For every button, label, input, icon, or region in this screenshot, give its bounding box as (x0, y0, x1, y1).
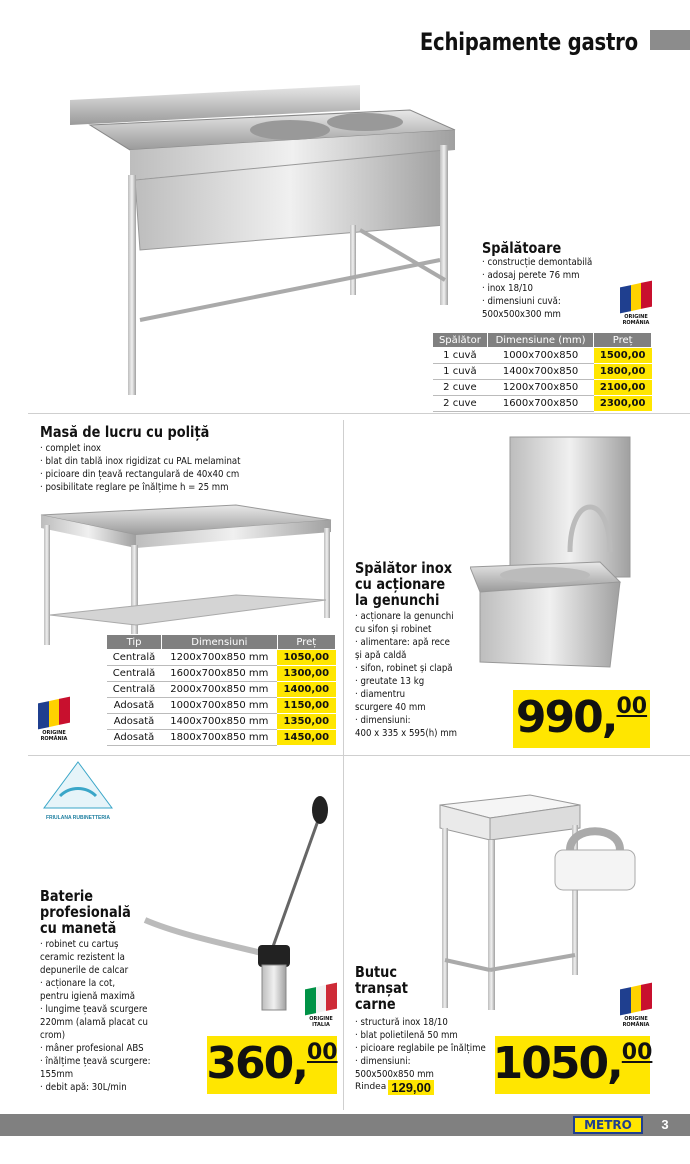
section-divider (28, 755, 690, 756)
sink-feature: 500x500x300 mm (482, 309, 561, 320)
metro-logo: METRO (573, 1116, 643, 1134)
kneesink-features: · acționare la genunchi cu sifon și robinet · alimentare: apă rece și apă caldă · sifon, robinet și clapă · greutate 13 kg · diamentru scurgere 40 mm · dimensiuni: 400 x 335 x 595(h) mm (355, 611, 458, 739)
origin-italy-badge: ORIGINE ITALIA (305, 986, 337, 1030)
butcher-features: · structură inox 18/10 · blat polietilenă 50 mm · picioare reglabile pe înălțime · dimensiuni: 500x500x850 mm (355, 1017, 486, 1080)
worktable-features: · complet inox · blat din tablă inox rigidizat cu PAL melaminat · picioare din țeavă rectangulară de 40x40 cm · posibilitate reglare pe înălțime h = 25 mm (40, 443, 241, 493)
sink-feature: · adosaj perete 76 mm (482, 270, 580, 281)
worktable-price-table (106, 634, 336, 746)
table-row: 2 cuve 1600x700x850 2300,00 (433, 396, 652, 412)
butcher-price: 1050, 00 (495, 1036, 650, 1094)
header-accent-bar (650, 30, 690, 50)
brand-logo: FRIULANA RUBINETTERIA (40, 760, 116, 820)
column-divider (343, 420, 344, 1110)
friulana-logo-icon (40, 760, 116, 810)
table-row: Centrală 1200x700x850 mm 1050,00 (107, 650, 336, 666)
butcher-title: Butuc tranșat carne (355, 963, 408, 1013)
worktable-title: Masă de lucru cu poliță (40, 423, 210, 441)
faucet-price: 360, 00 (207, 1036, 337, 1094)
table-header: Tip (107, 635, 162, 650)
sink-feature: · dimensiuni cuvă: (482, 296, 561, 307)
sink-feature: · inox 18/10 (482, 283, 533, 294)
italy-flag-icon (305, 983, 337, 1016)
table-row: 1 cuvă 1400x700x850 1800,00 (433, 364, 652, 380)
faucet-features: · robinet cu cartuș ceramic rezistent la depunerile de calcar · acționare la cot, pentru igienă maximă · lungime țeavă scurgere 220mm (alamă placat cu crom) · mâner profesional ABS · înălțime țeavă scurgere: 155mm · debit apă: 30L/min (40, 939, 151, 1093)
sink-product-image (60, 80, 460, 400)
section-divider (28, 413, 690, 414)
table-header: Preț (594, 333, 652, 348)
table-header: Spălător (433, 333, 488, 348)
kneesink-product-image (470, 432, 635, 672)
table-header: Dimensiuni (162, 635, 278, 650)
sink-feature: · construcție demontabilă (482, 257, 593, 268)
table-header: Preț (277, 635, 335, 650)
table-row: Centrală 2000x700x850 mm 1400,00 (107, 682, 336, 698)
page-title: Echipamente gastro (420, 28, 638, 56)
kneesink-price: 990, 00 (513, 690, 650, 748)
origin-romania-badge: ORIGINE ROMÂNIA (620, 986, 652, 1030)
table-header: Dimensiune (mm) (487, 333, 594, 348)
sink-price-table (432, 332, 652, 412)
origin-romania-badge: ORIGINE ROMÂNIA (620, 284, 652, 328)
faucet-title: Baterie profesională cu manetă (40, 887, 131, 937)
sink-title: Spălătoare (482, 239, 562, 257)
table-row: Centrală 1600x700x850 mm 1300,00 (107, 666, 336, 682)
table-row: Adosată 1800x700x850 mm 1450,00 (107, 730, 336, 746)
table-row: Adosată 1400x700x850 mm 1350,00 (107, 714, 336, 730)
worktable-product-image (36, 500, 336, 650)
board-price: Rindea 129,00 (355, 1080, 434, 1095)
sink-features (482, 256, 610, 321)
romania-flag-icon (38, 697, 70, 730)
butcher-block-product-image (420, 790, 645, 1020)
romania-flag-icon (620, 983, 652, 1016)
table-row: 2 cuve 1200x700x850 2100,00 (433, 380, 652, 396)
romania-flag-icon (620, 281, 652, 314)
origin-romania-badge: ORIGINE ROMÂNIA (38, 700, 70, 744)
table-row: 1 cuvă 1000x700x850 1500,00 (433, 348, 652, 364)
table-row: Adosată 1000x700x850 mm 1150,00 (107, 698, 336, 714)
page-number: 3 (661, 1117, 669, 1132)
kneesink-title: Spălător inox cu acționare la genunchi (355, 559, 453, 609)
